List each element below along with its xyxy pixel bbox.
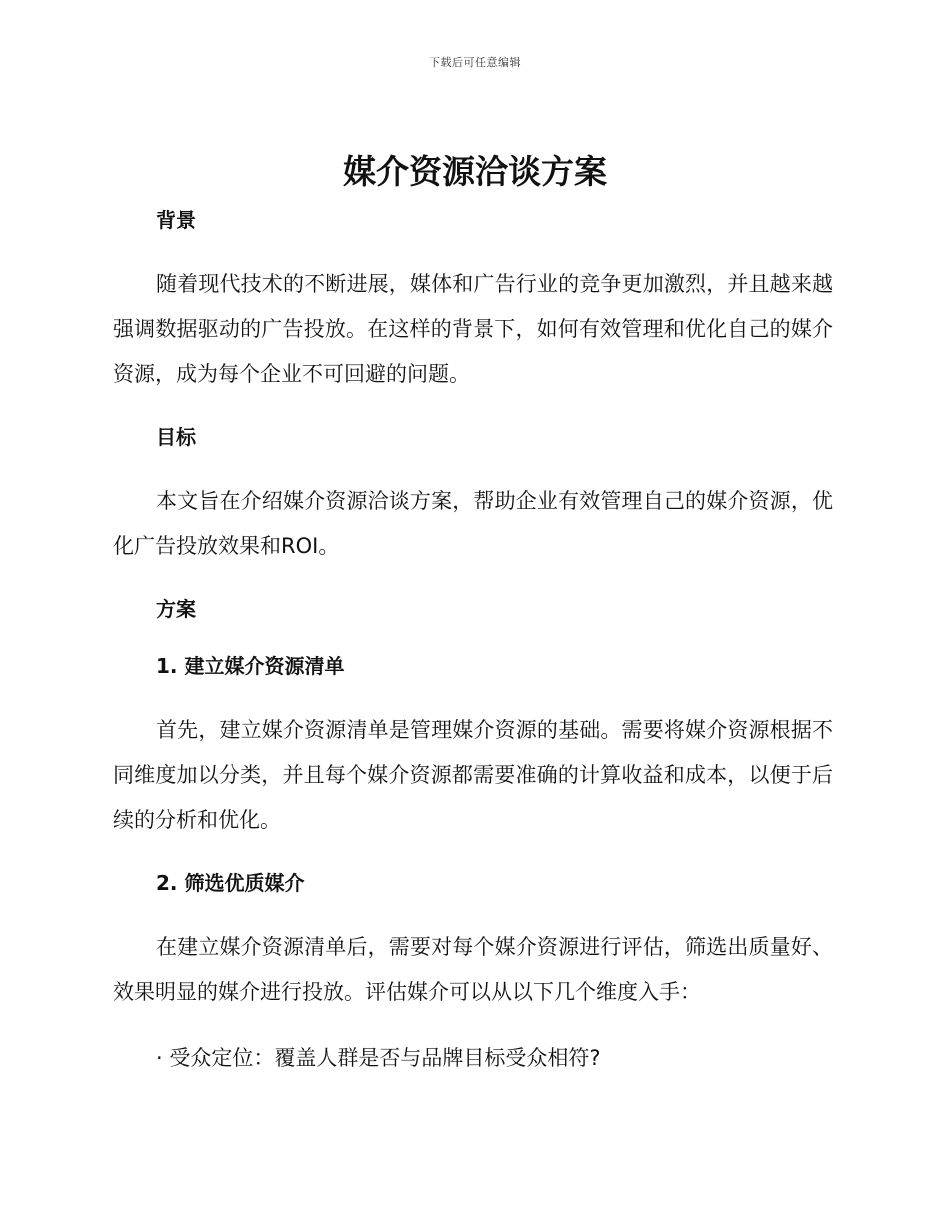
paragraph-background: 随着现代技术的不断进展，媒体和广告行业的竞争更加激烈，并且越来越强调数据驱动的广告投放。在这样的背景下，如何有效管理和优化自己的媒介资源，成为每个企业不可回避的问题。 xyxy=(113,272,833,386)
section-heading-background: 背景 xyxy=(156,208,196,232)
subsection-heading-step1: 1. 建立媒介资源清单 xyxy=(156,654,345,678)
page-header-note: 下载后可任意编辑 xyxy=(429,56,521,69)
section-heading-goal: 目标 xyxy=(156,425,196,449)
section-heading-plan: 方案 xyxy=(156,597,196,621)
subsection-heading-step2: 2. 筛选优质媒介 xyxy=(156,871,305,895)
paragraph-step1: 首先，建立媒介资源清单是管理媒介资源的基础。需要将媒介资源根据不同维度加以分类，并且每个媒介资源都需要准确的计算收益和成本，以便于后续的分析和优化。 xyxy=(113,718,833,832)
paragraph-step2: 在建立媒介资源清单后，需要对每个媒介资源进行评估，筛选出质量好、效果明显的媒介进行投放。评估媒介可以从以下几个维度入手： xyxy=(113,935,833,1004)
document-body xyxy=(113,205,833,1073)
paragraph-goal: 本文旨在介绍媒介资源洽谈方案，帮助企业有效管理自己的媒介资源，优化广告投放效果和ROI。 xyxy=(113,489,833,558)
bullet-audience-targeting: · 受众定位：覆盖人群是否与品牌目标受众相符? xyxy=(156,1046,601,1070)
document-title: 媒介资源洽谈方案 xyxy=(343,152,607,191)
